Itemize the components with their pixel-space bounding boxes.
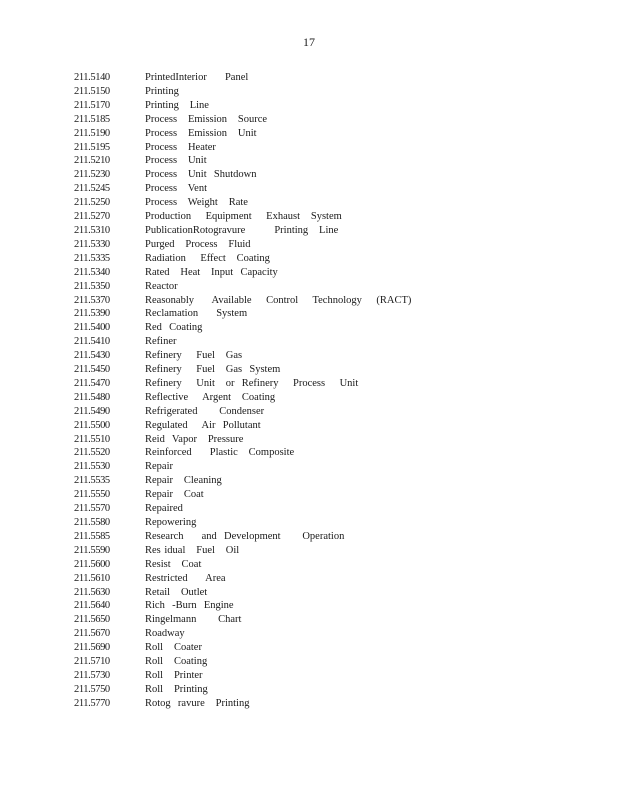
definition-row	[74, 168, 594, 182]
defined-term: Reactor	[145, 280, 178, 292]
section-number: 211.5150	[74, 85, 110, 97]
section-number: 211.5410	[74, 336, 110, 348]
definition-row	[74, 405, 594, 419]
defined-term: Reflective Argent Coating	[145, 391, 276, 403]
section-number: 211.5510	[74, 433, 110, 445]
definition-row	[74, 391, 594, 405]
section-number: 211.5730	[74, 669, 110, 681]
defined-term: Roll Printing	[145, 683, 208, 695]
section-number: 211.5585	[74, 530, 110, 542]
defined-term: Reasonably Available Control Technology (RACT)	[145, 294, 412, 306]
defined-term: Process Heater	[145, 141, 216, 153]
definition-row	[74, 474, 594, 488]
section-number: 211.5480	[74, 391, 110, 403]
definition-row	[74, 377, 594, 391]
section-number: 211.5230	[74, 169, 110, 181]
definition-row	[74, 544, 594, 558]
section-number: 211.5580	[74, 517, 110, 528]
section-number: 211.5400	[74, 322, 110, 334]
section-number: 211.5140	[74, 72, 110, 83]
definitions-list	[74, 71, 594, 711]
defined-term: Process Unit Shutdown	[145, 169, 257, 181]
definition-row	[74, 85, 594, 99]
section-number: 211.5630	[74, 586, 110, 598]
definition-row	[74, 196, 594, 210]
defined-term: Production Equipment Exhaust System	[145, 211, 342, 223]
definition-row	[74, 433, 594, 447]
section-number: 211.5600	[74, 558, 110, 570]
defined-term: Research and Development Operation	[145, 530, 345, 542]
section-number: 211.5245	[74, 183, 110, 195]
definition-row	[74, 502, 594, 516]
section-number: 211.5335	[74, 252, 110, 264]
definition-row	[74, 182, 594, 196]
defined-term: Roll Coater	[145, 642, 202, 654]
section-number: 211.5190	[74, 127, 110, 139]
definition-row	[74, 141, 594, 155]
definition-row	[74, 516, 594, 530]
definition-row	[74, 210, 594, 224]
definition-row	[74, 224, 594, 238]
definition-row	[74, 321, 594, 335]
definition-row	[74, 558, 594, 572]
section-number: 211.5270	[74, 211, 110, 223]
section-number: 211.5390	[74, 308, 110, 320]
defined-term: Process Weight Rate	[145, 197, 248, 209]
defined-term: Resist Coat	[145, 558, 202, 570]
definition-row	[74, 127, 594, 141]
defined-term: Ringelmann Chart	[145, 614, 242, 626]
section-number: 211.5210	[74, 155, 110, 167]
defined-term: PublicationRotogravure Printing Line	[145, 224, 339, 236]
defined-term: Refinery Unit or Refinery Process Unit	[145, 377, 359, 389]
definition-row	[74, 349, 594, 363]
defined-term: Regulated Air Pollutant	[145, 419, 261, 431]
defined-term: Repair Cleaning	[145, 475, 222, 487]
definition-row	[74, 154, 594, 168]
section-number: 211.5750	[74, 683, 110, 695]
defined-term: Refinery Fuel Gas	[145, 350, 243, 362]
defined-term: Process Unit	[145, 155, 207, 167]
section-number: 211.5470	[74, 377, 110, 389]
definition-row	[74, 627, 594, 641]
defined-term: Rotog ravure Printing	[145, 697, 250, 709]
definition-row	[74, 488, 594, 502]
defined-term: Res idual Fuel Oil	[145, 544, 240, 556]
section-number: 211.5550	[74, 489, 110, 501]
defined-term: Printing	[145, 85, 179, 97]
defined-term: Process Emission Unit	[145, 127, 257, 139]
section-number: 211.5650	[74, 614, 110, 626]
defined-term: Radiation Effect Coating	[145, 252, 270, 264]
definition-row	[74, 669, 594, 683]
defined-term: Purged Process Fluid	[145, 238, 251, 250]
definition-row	[74, 99, 594, 113]
defined-term: Repair	[145, 461, 173, 473]
section-number: 211.5310	[74, 224, 110, 236]
definition-row	[74, 363, 594, 377]
section-number: 211.5500	[74, 419, 110, 431]
defined-term: Process Emission Source	[145, 113, 268, 125]
definition-row	[74, 71, 594, 85]
definition-row	[74, 335, 594, 349]
definition-row	[74, 419, 594, 433]
section-number: 211.5610	[74, 572, 110, 584]
section-number: 211.5710	[74, 656, 110, 668]
section-number: 211.5570	[74, 503, 110, 515]
defined-term: Retail Outlet	[145, 586, 208, 598]
section-number: 211.5430	[74, 350, 110, 362]
definition-row	[74, 280, 594, 294]
section-number: 211.5670	[74, 628, 110, 640]
definition-row	[74, 572, 594, 586]
page-number: 17	[303, 35, 315, 49]
definition-row	[74, 613, 594, 627]
section-number: 211.5520	[74, 447, 110, 459]
defined-term: Refiner	[145, 336, 177, 348]
defined-term: Roll Printer	[145, 669, 203, 681]
defined-term: Repair Coat	[145, 489, 204, 501]
section-number: 211.5350	[74, 280, 110, 292]
defined-term: Roadway	[145, 628, 185, 640]
defined-term: Refinery Fuel Gas System	[145, 364, 281, 376]
defined-term: Repowering	[145, 517, 197, 528]
defined-term: Repaired	[145, 503, 183, 515]
definition-row	[74, 697, 594, 711]
section-number: 211.5490	[74, 405, 110, 417]
defined-term: Reid Vapor Pressure	[145, 433, 244, 445]
definition-row	[74, 252, 594, 266]
defined-term: Process Vent	[145, 183, 208, 195]
section-number: 211.5770	[74, 697, 110, 709]
section-number: 211.5450	[74, 364, 110, 376]
section-number: 211.5590	[74, 544, 110, 556]
section-number: 211.5535	[74, 475, 110, 487]
defined-term: Refrigerated Condenser	[145, 405, 265, 417]
definition-row	[74, 460, 594, 474]
section-number: 211.5195	[74, 141, 110, 153]
defined-term: Roll Coating	[145, 656, 208, 668]
definition-row	[74, 266, 594, 280]
section-number: 211.5185	[74, 113, 110, 125]
section-number: 211.5250	[74, 197, 110, 209]
defined-term: Restricted Area	[145, 572, 226, 584]
section-number: 211.5690	[74, 642, 110, 654]
definition-row	[74, 294, 594, 308]
definition-row	[74, 307, 594, 321]
definition-row	[74, 530, 594, 544]
definition-row	[74, 599, 594, 613]
section-number: 211.5330	[74, 238, 110, 250]
defined-term: Rich -Burn Engine	[145, 600, 234, 612]
defined-term: Reclamation System	[145, 308, 248, 320]
section-number: 211.5640	[74, 600, 110, 612]
section-number: 211.5370	[74, 294, 110, 306]
definition-row	[74, 641, 594, 655]
defined-term: Printing Line	[145, 99, 209, 111]
section-number: 211.5340	[74, 266, 110, 278]
defined-term: Reinforced Plastic Composite	[145, 447, 295, 459]
section-number: 211.5170	[74, 99, 110, 111]
definition-row	[74, 683, 594, 697]
defined-term: Rated Heat Input Capacity	[145, 266, 278, 278]
defined-term: PrintedInterior Panel	[145, 72, 249, 83]
definition-row	[74, 446, 594, 460]
definition-row	[74, 655, 594, 669]
section-number: 211.5530	[74, 461, 110, 473]
defined-term: Red Coating	[145, 322, 203, 334]
definition-row	[74, 113, 594, 127]
definition-row	[74, 238, 594, 252]
definition-row	[74, 586, 594, 600]
